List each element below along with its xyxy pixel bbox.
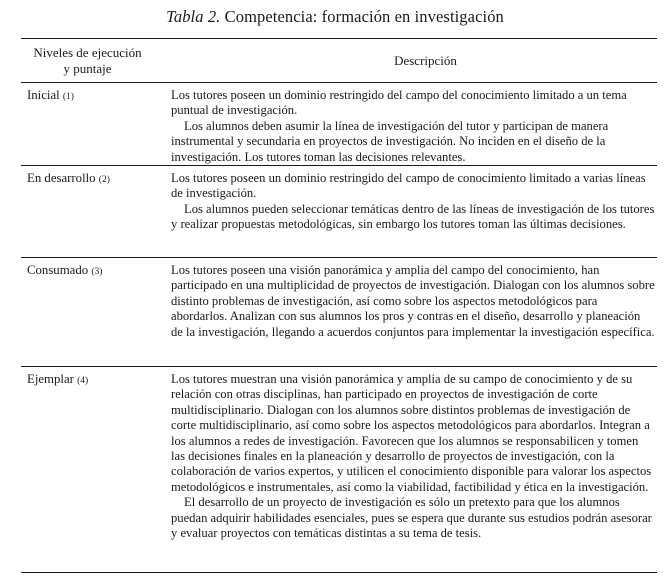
- table-caption: [0, 7, 670, 27]
- competency-table: [21, 38, 657, 573]
- table-row-en-desarrollo: [21, 166, 657, 258]
- description-paragraph: El desarrollo de un proyecto de investigación es sólo un pretexto para que los alumnos puedan adquirir habilidades esenciales, pues se espera que durante sus estudios podrán asesorar y evaluar proyectos con temáticas distintas a su tema de tesis.: [171, 495, 652, 541]
- table-row-ejemplar: [21, 367, 657, 573]
- level-score: (2): [98, 175, 110, 185]
- header-levels: [21, 39, 154, 82]
- description-cell: [171, 88, 657, 165]
- level-score: (1): [62, 92, 74, 102]
- caption-label: Tabla 2.: [166, 7, 221, 26]
- description-paragraph: Los tutores poseen un dominio restringido del campo del conocimiento limitado a un tema puntual de investigación.: [171, 88, 627, 118]
- level-cell: [21, 263, 171, 366]
- level-cell: [21, 372, 171, 572]
- table-row-consumado: [21, 258, 657, 367]
- description-cell: [171, 372, 657, 572]
- level-score: (4): [77, 376, 89, 386]
- level-cell: [21, 88, 171, 165]
- description-paragraph: Los alumnos deben asumir la línea de investigación del tutor y participan de manera instrumental y secundaria en proyectos de investigación. No inciden en el diseño de la investigación. Los tutores toman las decisiones relevantes.: [171, 118, 609, 164]
- level-name: Ejemplar: [27, 372, 74, 386]
- table-header: [21, 39, 657, 83]
- header-levels-line1: Niveles de ejecución: [33, 45, 142, 60]
- level-score: (3): [91, 267, 103, 277]
- description-paragraph: Los tutores poseen una visión panorámica y amplia del campo del conocimiento, han participado en una multiplicidad de proyectos de investigación. Dialogan con los alumnos sobre distinto problemas de investigación, así como sobre los aspectos metodológicos para abordarlos. Analizan con sus alumnos los pros y contras en el diseño, desarrollo y planeación de la investigación, llegando a acuerdos conjuntos para implementar la investigación específica.: [171, 263, 655, 339]
- level-name: Inicial: [27, 88, 60, 102]
- caption-title: Competencia: formación en investigación: [224, 7, 504, 26]
- description-cell: [171, 263, 657, 366]
- level-name: En desarrollo: [27, 171, 96, 185]
- table-row-inicial: [21, 83, 657, 166]
- header-levels-line2: y puntaje: [63, 61, 112, 76]
- description-paragraph: Los alumnos pueden seleccionar temáticas dentro de las líneas de investigación de los tutores y realizar propuestas metodológicas, sin embargo los tutores toman las últimas decisiones.: [171, 201, 655, 232]
- level-name: Consumado: [27, 263, 89, 277]
- description-cell: [171, 171, 657, 257]
- description-paragraph: Los tutores poseen un dominio restringido del campo de conocimiento limitado a varias líneas de investigación.: [171, 171, 646, 201]
- header-description: Descripción: [394, 53, 457, 68]
- description-paragraph: Los tutores muestran una visión panorámica y amplia de su campo de conocimiento y de su relación con otras disciplinas, han participado en proyectos de investigación de corte multidisciplinario. Dialogan con los alumnos sobre distintos problemas de investigación de corte multidisciplinario, así como sobre los aspectos metodológicos para abordarlos. Integran a los alumnos a redes de investigación. Favorecen que los alumnos se responsabilicen y tomen las decisiones finales en la planeación y desarrollo de proyectos de investigación, con la colaboración de varios expertos, y utilicen el conocimiento disponible para valorar los aspectos metodológicos e instrumentales, así como la viabilidad, factibilidad y ética en la investigación.: [171, 372, 652, 494]
- level-cell: [21, 171, 171, 257]
